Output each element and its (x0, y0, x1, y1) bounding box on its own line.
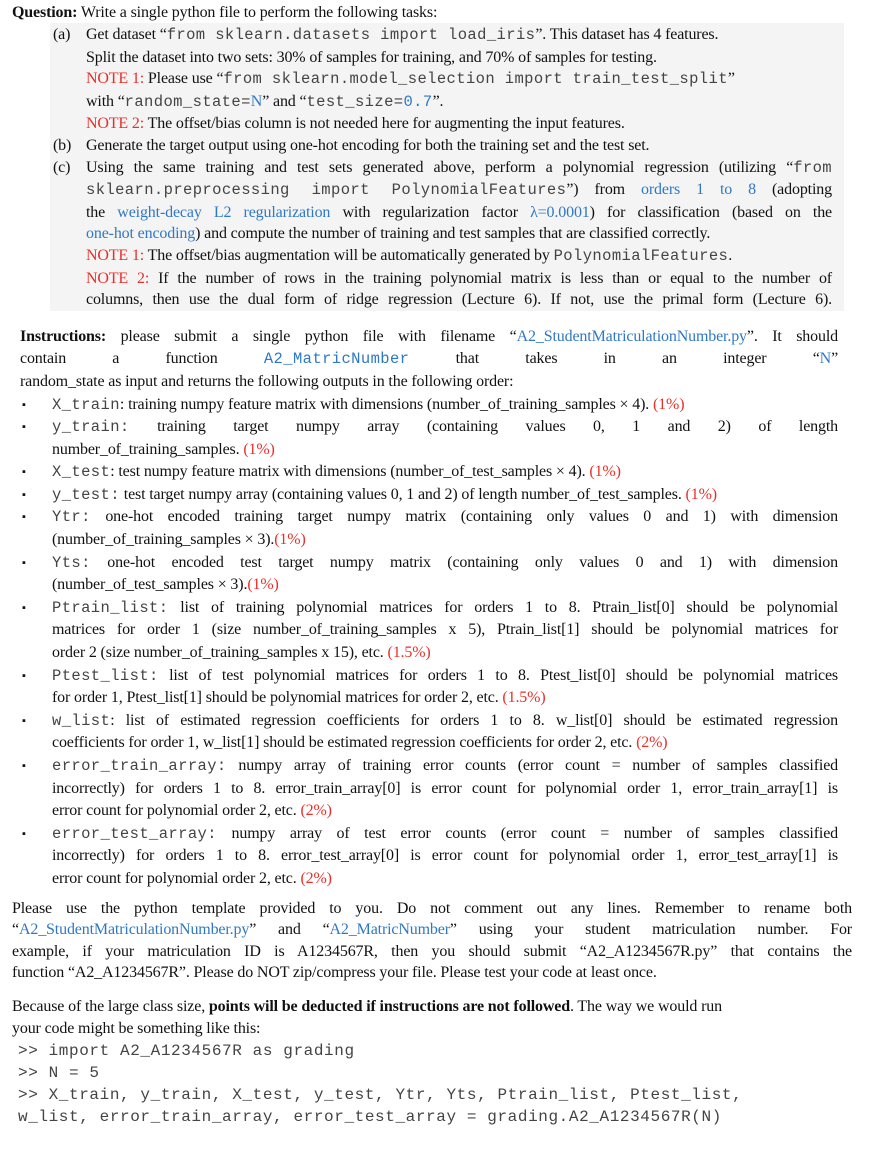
text-line (86, 47, 832, 69)
bullet-icon: ▪ (22, 760, 26, 772)
text-line (52, 710, 838, 733)
text-line (52, 665, 838, 688)
code-line: w_list, error_train_array, error_test_array = grading.A2_A1234567R(N) (18, 1108, 722, 1127)
text-line (52, 778, 838, 801)
text: : test numpy feature matrix with dimensions (number_of_test_samples × 4). (110, 463, 590, 481)
highlight-red: (1%) (685, 485, 717, 503)
text-line (52, 461, 838, 484)
task-body (86, 157, 832, 311)
text: The offset/bias augmentation will be automatically generated by (144, 246, 554, 264)
bullet-icon: ▪ (22, 511, 26, 524)
example-code-block (18, 1040, 888, 1129)
highlight-blue: weight-decay L2 regularization (117, 203, 331, 221)
bullet-icon: ▪ (22, 488, 26, 501)
text-line (52, 552, 838, 575)
highlight-red: (1.5%) (502, 689, 546, 707)
text: . The way we would run (570, 997, 722, 1015)
text-line (52, 868, 838, 891)
text-line (86, 68, 832, 91)
highlight-red: (2%) (300, 869, 332, 887)
text-line (52, 845, 838, 868)
code-text: sklearn.preprocessing import PolynomialFeatures (86, 181, 567, 200)
bold-text: Instructions: (20, 327, 107, 345)
text: function “A2_A1234567R”. Please do NOT zip/compress your file. Please test your code at least once. (12, 964, 657, 982)
text: (adopting (755, 181, 832, 199)
highlight-blue: A2_StudentMatriculationNumber.py (18, 921, 250, 939)
text-line (52, 732, 838, 755)
code-text: PolynomialFeatures (553, 246, 729, 265)
text: random_state as input and returns the following outputs in the following order: (20, 372, 514, 390)
text: Because of the large class size, (12, 997, 209, 1015)
task-label: (b) (53, 136, 72, 154)
text: number_of_training_samples. (52, 440, 244, 458)
bullet-icon: ▪ (22, 398, 26, 411)
instructions-intro (20, 326, 838, 394)
highlight-red: NOTE 1: (86, 70, 145, 88)
highlight-red: (1%) (243, 440, 275, 458)
text: Split the dataset into two sets: 30% of samples for training, and 70% of samples for testing. (86, 48, 657, 66)
text: . (728, 246, 733, 264)
bullet-icon: ▪ (22, 714, 26, 727)
text-line (12, 898, 852, 920)
task-label: (c) (53, 158, 71, 176)
output-list-item (20, 461, 838, 484)
text-line (52, 823, 838, 846)
text-line (86, 268, 832, 290)
code-text: random_state= (124, 92, 251, 111)
text-line (52, 439, 838, 462)
output-list-item (20, 710, 838, 755)
code-text: Yts: (52, 553, 91, 572)
text: with regularization factor (330, 203, 531, 221)
output-list (20, 394, 838, 891)
bullet-icon: ▪ (22, 827, 26, 840)
highlight-red: (1.5%) (387, 644, 431, 662)
text-line (52, 529, 838, 552)
text: ) for classification (based on the (589, 203, 832, 221)
text: The offset/bias column is not needed here for augmenting the input features. (144, 115, 625, 133)
text-line (52, 484, 838, 507)
output-list-item (20, 394, 838, 417)
text-line (86, 202, 832, 224)
text: list of training polynomial matrices for orders 1 to 8. Ptrain_list[0] should be polynomial (168, 598, 838, 616)
code-text: Ytr: (52, 508, 91, 527)
text-line (52, 574, 838, 597)
text: incorrectly) for orders 1 to 8. error_train_array[0] is error count for polynomial order 1, error_train_array[1] is (52, 779, 838, 797)
text: Write a single python file to perform the following tasks: (77, 4, 438, 21)
code-text: w_list (52, 711, 111, 730)
text: If the number of rows in the training polynomial matrix is less than or equal to the number of (149, 269, 832, 287)
text: please submit a single python file with filename “ (106, 327, 517, 345)
code-line: >> N = 5 (18, 1063, 100, 1082)
bullet-icon: ▪ (22, 556, 26, 569)
text: ”. It should (746, 327, 838, 345)
task-item (53, 135, 833, 157)
highlight-blue: N (250, 92, 263, 110)
text-line (86, 113, 832, 135)
text-line (52, 687, 838, 710)
text: (number_of_training_samples × 3). (52, 531, 275, 549)
text: (number_of_test_samples × 3). (52, 576, 248, 594)
text: test target numpy array (containing values 0, 1 and 2) of length number_of_test_samples. (119, 485, 686, 503)
bullet-icon: ▪ (22, 466, 26, 479)
text: error count for polynomial order 2, etc. (52, 869, 301, 887)
text-line (52, 416, 838, 439)
text: one-hot encoded training target numpy matrix (containing only values 0 and 1) with dimension (90, 508, 838, 526)
task-body (86, 24, 832, 135)
code-text: from (793, 158, 832, 177)
text: the (86, 203, 118, 221)
text: example, if your matriculation ID is A1234567R, then you should submit “A2_A1234567R.py” that contains the (12, 942, 852, 960)
text: Please use the python template provided to you. Do not comment out any lines. Remember to rename both (12, 899, 852, 917)
highlight-red: (1%) (652, 395, 685, 413)
output-list-item (20, 823, 838, 891)
text: Get dataset “ (86, 26, 167, 43)
text-line (12, 941, 852, 963)
output-list-item (20, 665, 838, 710)
text: for order 1, Ptest_list[1] should be polynomial matrices for order 2, etc. (52, 689, 503, 707)
code-text: Ptrain_list: (52, 598, 169, 617)
text: numpy array of test error counts (error count = number of samples classified (216, 824, 838, 842)
code-text-blue: A2_MatricNumber (263, 350, 410, 369)
highlight-blue: N (819, 350, 832, 368)
text: list of test polynomial matrices for orders 1 to 8. Ptest_list[0] should be polynomial matrices (158, 666, 838, 684)
text-line (12, 1018, 852, 1040)
code-text: y_test: (52, 485, 120, 504)
bullet-icon: ▪ (22, 601, 26, 614)
text-line (20, 326, 838, 349)
text-line (86, 289, 832, 311)
text-line (86, 24, 832, 47)
text-line (52, 597, 838, 620)
output-list-item (20, 484, 838, 507)
text-line (52, 506, 838, 529)
text-line (52, 800, 838, 823)
text-line (20, 348, 838, 371)
text: Please use “ (144, 70, 224, 88)
text: ” (727, 70, 735, 88)
text-line (12, 962, 852, 984)
text-line (12, 919, 852, 941)
grading-note-paragraph (12, 996, 852, 1040)
text: ”) from (566, 181, 641, 199)
code-line: >> import A2_A1234567R as grading (18, 1041, 355, 1060)
text: ” and “ (249, 921, 330, 939)
output-list-item (20, 552, 838, 597)
text: ) and compute the number of training and test samples that are classified correctly. (195, 225, 711, 243)
code-text: X_train (52, 395, 120, 414)
text: matrices for order 1 (size number_of_training_samples x 5), Ptrain_list[1] should be polynomial matrices for (52, 621, 838, 639)
text: : list of estimated regression coefficients for orders 1 to 8. w_list[0] should be estimated regression (110, 711, 838, 729)
task-item (53, 24, 833, 135)
text: Generate the target output using one-hot encoding for both the training set and the test set. (86, 136, 650, 154)
text: your code might be something like this: (12, 1019, 261, 1037)
text-line (52, 394, 838, 417)
text-line (52, 642, 838, 665)
text: ”. (432, 92, 444, 110)
code-text: error_test_array: (52, 824, 217, 843)
text-line (52, 755, 838, 778)
text: numpy array of training error counts (error count = number of samples classified (226, 757, 838, 774)
text: columns, then use the dual form of ridge regression (Lecture 6). If not, use the primal form (Lecture 6). (86, 291, 832, 309)
text-line (12, 996, 852, 1018)
text: error count for polynomial order 2, etc. (52, 802, 301, 820)
text: : training numpy feature matrix with dimensions (number_of_training_samples × 4). (119, 395, 653, 413)
highlight-blue: λ=0.0001 (530, 203, 590, 221)
text: ”. This dataset has 4 features. (535, 26, 719, 43)
text: contain a function (20, 350, 264, 368)
highlight-red: (1%) (247, 576, 279, 594)
code-line: >> X_train, y_train, X_test, y_test, Ytr, Yts, Ptrain_list, Ptest_list, (18, 1086, 743, 1105)
task-label: (a) (53, 26, 71, 43)
code-text: error_train_array: (52, 757, 227, 775)
text-line (86, 157, 832, 180)
text: coefficients for order 1, w_list[1] should be estimated regression coefficients for order 2, etc. (52, 734, 637, 752)
text: with “ (86, 92, 125, 110)
code-text: Ptest_list: (52, 666, 159, 685)
task-body (86, 135, 832, 157)
question-box (50, 23, 844, 311)
highlight-red: (1%) (589, 463, 621, 481)
task-item (53, 157, 833, 311)
code-text: y_train: (52, 418, 130, 437)
template-note-paragraph (12, 898, 852, 984)
bold-text: Question: (12, 4, 78, 21)
output-list-item (20, 755, 838, 823)
text-line (86, 245, 832, 268)
highlight-red: (2%) (300, 802, 332, 820)
bold-text: points will be deducted if instructions are not followed (208, 997, 571, 1015)
text: ” and “ (262, 92, 307, 110)
text-line (20, 371, 838, 394)
text: order 2 (size number_of_training_samples x 15), etc. (52, 644, 388, 662)
text-line (86, 179, 832, 202)
text-line (86, 223, 832, 245)
text-line (86, 91, 832, 114)
text: ” using your student matriculation number. For (449, 921, 852, 939)
highlight-red: (1%) (274, 531, 306, 549)
code-text: from sklearn.datasets import load_iris (166, 26, 536, 44)
text: Using the same training and test sets generated above, perform a polynomial regression (utilizing “ (86, 158, 794, 176)
text: “ (12, 921, 19, 939)
bullet-icon: ▪ (22, 669, 26, 682)
code-text-blue: 0.7 (403, 92, 433, 111)
code-text: X_test (52, 463, 111, 482)
output-list-item (20, 506, 838, 551)
text: one-hot encoded test target numpy matrix (containing only values 0 and 1) with dimension (90, 553, 838, 571)
highlight-red: NOTE 2: (86, 269, 150, 287)
code-text: test_size= (306, 92, 404, 111)
text: incorrectly) for orders 1 to 8. error_test_array[0] is error count for polynomial order 1, error_test_array[1] is (52, 847, 838, 865)
highlight-blue: A2_MatricNumber (329, 921, 450, 939)
highlight-blue: orders 1 to 8 (640, 181, 756, 199)
text-line (52, 619, 838, 642)
highlight-red: NOTE 1: (86, 246, 145, 264)
output-list-item (20, 597, 838, 665)
bullet-icon: ▪ (22, 421, 26, 434)
code-text: from sklearn.model_selection import train_test_split (223, 70, 728, 89)
highlight-red: (2%) (636, 734, 668, 752)
highlight-red: NOTE 2: (86, 115, 145, 133)
question-title (12, 3, 896, 23)
text: training target numpy array (containing values 0, 1 and 2) of length (129, 418, 838, 436)
text: that takes in an integer “ (409, 350, 820, 368)
highlight-blue: A2_StudentMatriculationNumber.py (516, 327, 747, 345)
text-line (86, 135, 832, 157)
text: ” (831, 350, 839, 368)
instructions-section (20, 326, 838, 891)
highlight-blue: one-hot encoding (86, 225, 196, 243)
output-list-item (20, 416, 838, 461)
